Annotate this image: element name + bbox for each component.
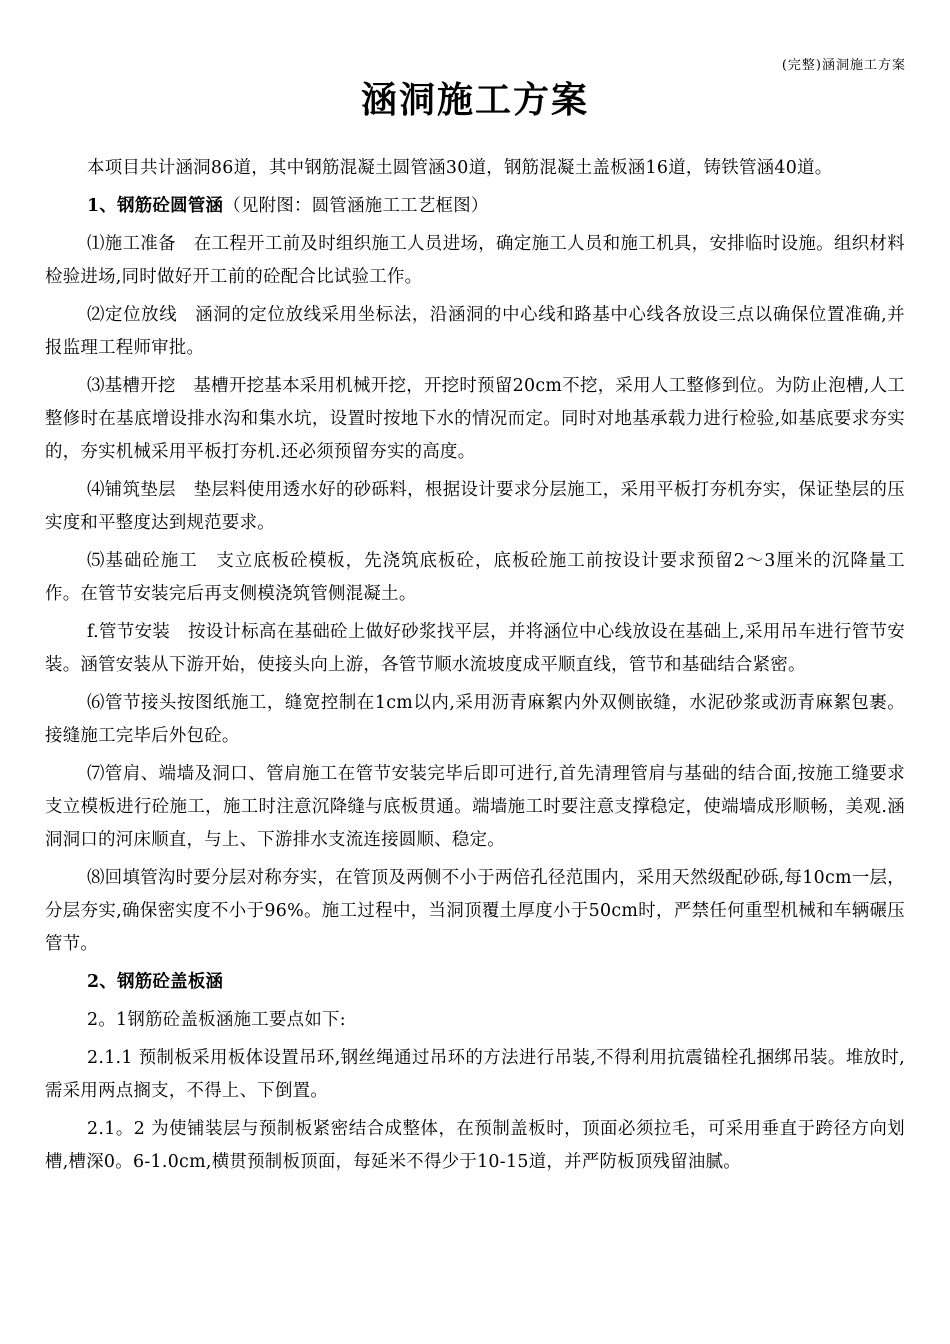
- paragraph-2-1: [45, 1004, 905, 1037]
- paragraph-step-6: [45, 687, 905, 753]
- paragraph-step-5: [45, 545, 905, 611]
- paragraph-text: ⑶基槽开挖 基槽开挖基本采用机械开挖，开挖时预留20cm不挖，采用人工整修到位。为防止泡槽,人工整修时在基底增设排水沟和集水坑，设置时按地下水的情况而定。同时对地基承载力进行检验,如基底要求夯实的，夯实机械采用平板打夯机.还必须预留夯实的高度。: [45, 376, 905, 462]
- running-header: (完整)涵洞施工方案: [781, 58, 906, 73]
- paragraph-text: f.管节安装 按设计标高在基础砼上做好砂浆找平层，并将涵位中心线放设在基础上,采用吊车进行管节安装。涵管安装从下游开始，使接头向上游，各管节顺水流坡度成平顺直线，管节和基础结合紧密。: [45, 622, 905, 675]
- paragraph-text: ⑴施工准备 在工程开工前及时组织施工人员进场，确定施工人员和施工机具，安排临时设施。组织材料检验进场,同时做好开工前的砼配合比试验工作。: [45, 234, 905, 287]
- paragraph-text: ⑵定位放线 涵洞的定位放线采用坐标法，沿涵洞的中心线和路基中心线各放设三点以确保位置准确,并报监理工程师审批。: [45, 305, 905, 358]
- paragraph-2-1-1: [45, 1042, 905, 1108]
- paragraph-text: 2.1。2 为使铺装层与预制板紧密结合成整体，在预制盖板时，顶面必须拉毛，可采用垂直于跨径方向划槽,槽深0。6-1.0cm,横贯预制板顶面，每延米不得少于10-15道，并严防板顶残留油腻。: [45, 1119, 905, 1172]
- paragraph-text: ⑹管节接头按图纸施工，缝宽控制在1cm以内,采用沥青麻絮内外双侧嵌缝，水泥砂浆或沥青麻絮包裹。接缝施工完毕后外包砼。: [45, 693, 905, 746]
- paragraph-intro: [45, 152, 905, 185]
- section-title: 1、钢筋砼圆管涵: [87, 196, 224, 216]
- paragraph-text: 2.1.1 预制板采用板体设置吊环,钢丝绳通过吊环的方法进行吊装,不得利用抗震锚栓孔捆绑吊装。堆放时,需采用两点搁支，不得上、下倒置。: [45, 1048, 905, 1101]
- section-note: （见附图：圆管涵施工工艺框图）: [223, 196, 489, 216]
- document-body: [45, 152, 905, 1184]
- document-title: 涵洞施工方案: [360, 80, 589, 121]
- paragraph-text: 本项目共计涵洞86道，其中钢筋混凝土圆管涵30道，钢筋混凝土盖板涵16道，铸铁管涵40道。: [87, 158, 833, 178]
- paragraph-text: 2。1钢筋砼盖板涵施工要点如下:: [87, 1010, 346, 1030]
- paragraph-step-8: [45, 862, 905, 961]
- paragraph-text: ⑻回填管沟时要分层对称夯实，在管顶及两侧不小于两倍孔径范围内，采用天然级配砂砾,每10cm一层，分层夯实,确保密实度不小于96%。施工过程中，当洞顶覆土厚度小于50cm时，严禁任何重型机械和车辆碾压管节。: [45, 868, 905, 954]
- paragraph-text: ⑷铺筑垫层 垫层料使用透水好的砂砾料，根据设计要求分层施工，采用平板打夯机夯实，保证垫层的压实度和平整度达到规范要求。: [45, 480, 905, 533]
- section-title: 2、钢筋砼盖板涵: [87, 972, 224, 992]
- paragraph-step-1: [45, 228, 905, 294]
- paragraph-text: ⑸基础砼施工 支立底板砼模板，先浇筑底板砼，底板砼施工前按设计要求预留2～3厘米的沉降量工作。在管节安装完后再支侧模浇筑管侧混凝土。: [45, 551, 905, 604]
- paragraph-step-4: [45, 474, 905, 540]
- paragraph-step-3: [45, 370, 905, 469]
- paragraph-step-f: [45, 616, 905, 682]
- paragraph-step-7: [45, 758, 905, 857]
- paragraph-step-2: [45, 299, 905, 365]
- section-heading-2: [45, 966, 905, 999]
- section-heading-1: [45, 190, 905, 223]
- paragraph-text: ⑺管肩、端墙及洞口、管肩施工在管节安装完毕后即可进行,首先清理管肩与基础的结合面,按施工缝要求支立模板进行砼施工，施工时注意沉降缝与底板贯通。端墙施工时要注意支撑稳定，使端墙成形顺畅，美观.涵洞洞口的河床顺直，与上、下游排水支流连接圆顺、稳定。: [45, 764, 905, 850]
- paragraph-2-1-2: [45, 1113, 905, 1179]
